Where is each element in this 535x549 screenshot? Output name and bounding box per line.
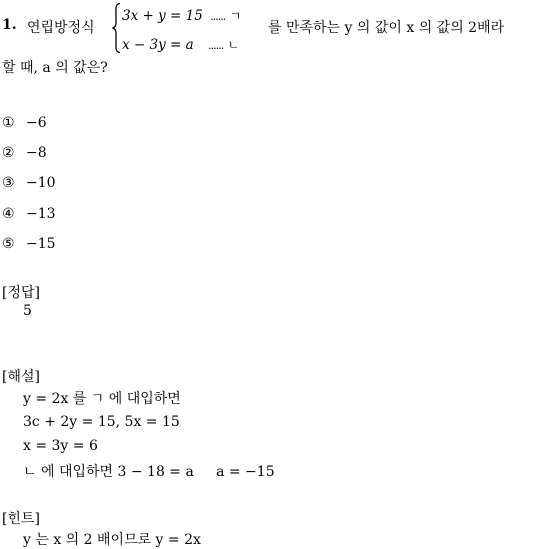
equation-1-text: 3x + y = 15: [122, 8, 203, 24]
option-3[interactable]: [2, 175, 56, 191]
question-suffix: 를 만족하는 y 의 값이 x 의 값의 2배라: [268, 20, 505, 36]
question-prefix: 연립방정식: [27, 20, 95, 36]
equation-2-label: ㄴ: [227, 38, 240, 52]
option-4[interactable]: [2, 206, 56, 222]
option-2[interactable]: [2, 145, 47, 161]
option-5-value: −15: [26, 236, 56, 252]
explanation-line-4: ㄴ 에 대입하면 3 − 18 = a a = −15: [23, 464, 275, 480]
answer-label: [정답]: [2, 285, 40, 301]
option-3-value: −10: [26, 175, 56, 191]
explanation-line-1: y = 2x 를 ㄱ 에 대입하면: [23, 391, 181, 407]
hint-label: [힌트]: [2, 511, 40, 527]
option-4-value: −13: [26, 206, 56, 222]
equation-1: [122, 7, 241, 24]
equation-2-dots: ......: [208, 39, 224, 52]
option-2-value: −8: [26, 145, 47, 161]
equation-1-label: ㄱ: [229, 9, 242, 23]
equation-1-dots: ......: [210, 10, 226, 23]
option-2-mark: ②: [2, 145, 15, 161]
option-5[interactable]: [2, 236, 56, 252]
option-5-mark: ⑤: [2, 236, 15, 252]
question-line-2: 할 때, a 의 값은?: [2, 60, 108, 76]
option-4-mark: ④: [2, 206, 15, 222]
question-number: 1.: [2, 17, 17, 33]
equation-2-text: x − 3y = a: [122, 37, 194, 53]
answer-value: 5: [23, 303, 32, 319]
explanation-line-3: x = 3y = 6: [23, 438, 98, 454]
system-brace-icon: [112, 3, 121, 53]
option-3-mark: ③: [2, 175, 15, 191]
explanation-label: [해설]: [2, 369, 40, 385]
explanation-line-2: 3c + 2y = 15, 5x = 15: [23, 414, 180, 430]
option-1-value: −6: [26, 115, 47, 131]
option-1[interactable]: [2, 115, 47, 131]
equation-2: [122, 36, 239, 53]
option-1-mark: ①: [2, 115, 15, 131]
hint-line: y 는 x 의 2 배이므로 y = 2x: [23, 532, 201, 548]
